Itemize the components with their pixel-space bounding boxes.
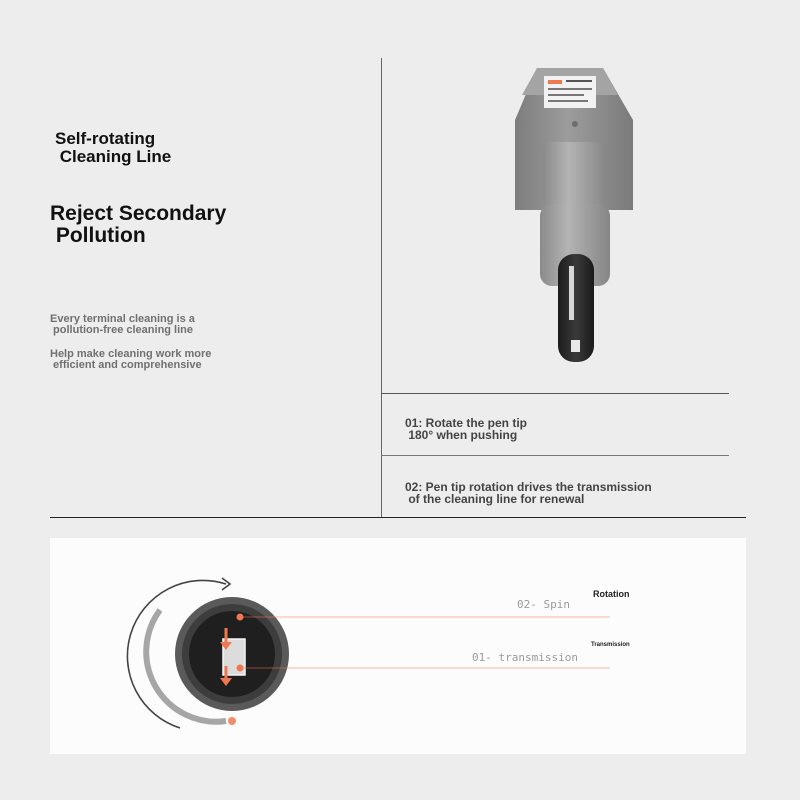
rotation-diagram-panel [50, 538, 746, 754]
pen-label [544, 76, 596, 108]
step-rotate-pen-tip: 01: Rotate the pen tip 180° when pushing [405, 416, 528, 442]
spin-marker-dot [237, 614, 244, 621]
divider-step-2 [381, 455, 729, 456]
vertical-divider [381, 58, 382, 517]
pen-button [572, 121, 578, 127]
note-pollution-free: Every terminal cleaning is a pollution-free cleaning line [50, 313, 195, 336]
rotation-diagram [50, 538, 746, 754]
note-efficient: Help make cleaning work more efficient and comprehensive [50, 348, 212, 371]
transmission-marker-dot [237, 665, 244, 672]
headline-self-rotating: Self-rotating Cleaning Line [55, 129, 172, 166]
step-pen-tip-rotation: 02: Pen tip rotation drives the transmission of the cleaning line for renewal [405, 480, 652, 506]
section-divider [50, 517, 746, 518]
arc-marker-dot [228, 717, 236, 725]
transmission-title: Transmission [591, 642, 630, 648]
pen-tip [558, 254, 594, 362]
spin-label: 02- Spin [517, 598, 570, 611]
cleaning-pen-image [500, 60, 650, 370]
rotation-title: Rotation [593, 589, 630, 599]
headline-reject-pollution: Reject Secondary Pollution [50, 202, 227, 247]
transmission-label: 01- transmission [472, 651, 578, 664]
divider-step-1 [381, 393, 729, 394]
